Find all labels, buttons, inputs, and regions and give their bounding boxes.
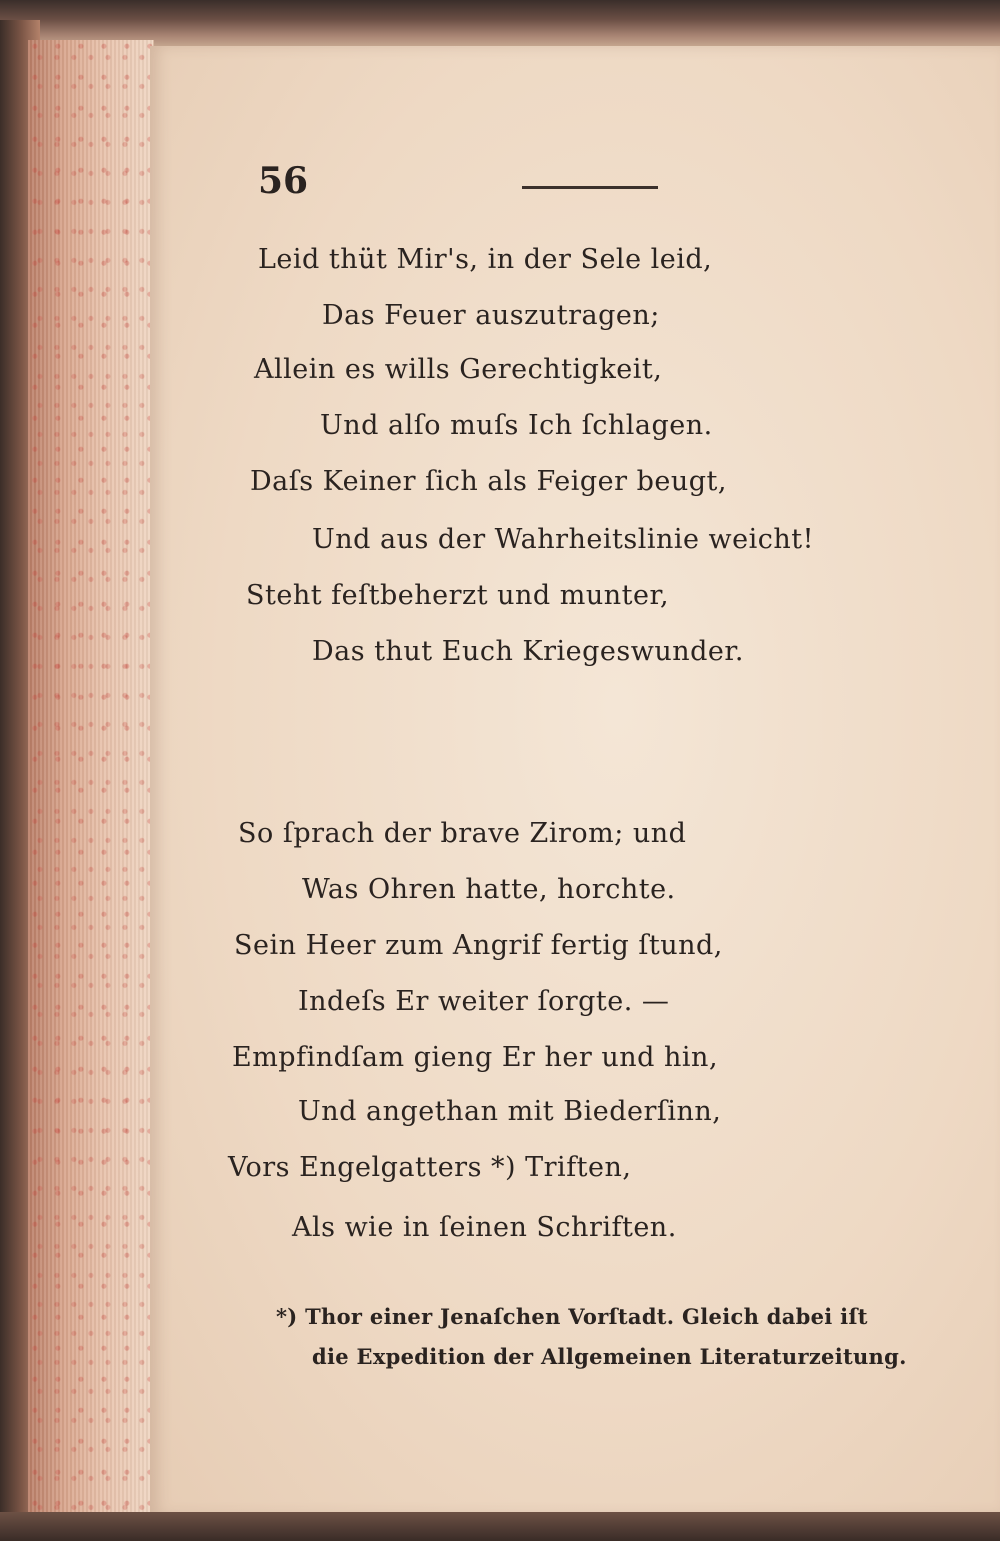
verse-line: Als wie in ſeinen Schriften. [292, 1212, 677, 1243]
verse-line: Sein Heer zum Angrif fertig ſtund, [234, 930, 723, 961]
book-bottom-edge [0, 1512, 1000, 1541]
verse-line: Und alſo muſs Ich ſchlagen. [320, 410, 713, 441]
verse-line: Was Ohren hatte, horchte. [302, 874, 676, 905]
verse-line: Vors Engelgatters *) Triften, [228, 1152, 632, 1183]
footnote-line: *) Thor einer Jenaſchen Vorſtadt. Gleich dabei iſt [276, 1304, 868, 1329]
verse-line: Und angethan mit Biederſinn, [298, 1096, 722, 1127]
verse-line: Steht feſtbeherzt und munter, [246, 580, 670, 611]
page-block-edge [28, 40, 154, 1520]
verse-line: Empfindſam gieng Er her und hin, [232, 1042, 719, 1073]
verse-line: Das Feuer auszutragen; [322, 300, 660, 331]
verse-line: Allein es wills Gerechtigkeit, [254, 354, 663, 385]
footnote-line: die Expedition der Allgemeinen Literaturzeitung. [312, 1344, 907, 1369]
verse-line: So ſprach der brave Zirom; und [238, 818, 687, 849]
verse-line: Daſs Keiner ſich als Feiger beugt, [250, 466, 727, 497]
page-number: 56 [258, 160, 309, 202]
verse-line: Indeſs Er weiter ſorgte. — [298, 986, 670, 1017]
verse-line: Und aus der Wahrheitslinie weicht! [312, 524, 814, 555]
verse-line: Das thut Euch Kriegeswunder. [312, 636, 744, 667]
verse-line: Leid thüt Mir's, in der Sele leid, [258, 244, 713, 275]
header-rule [522, 186, 658, 189]
